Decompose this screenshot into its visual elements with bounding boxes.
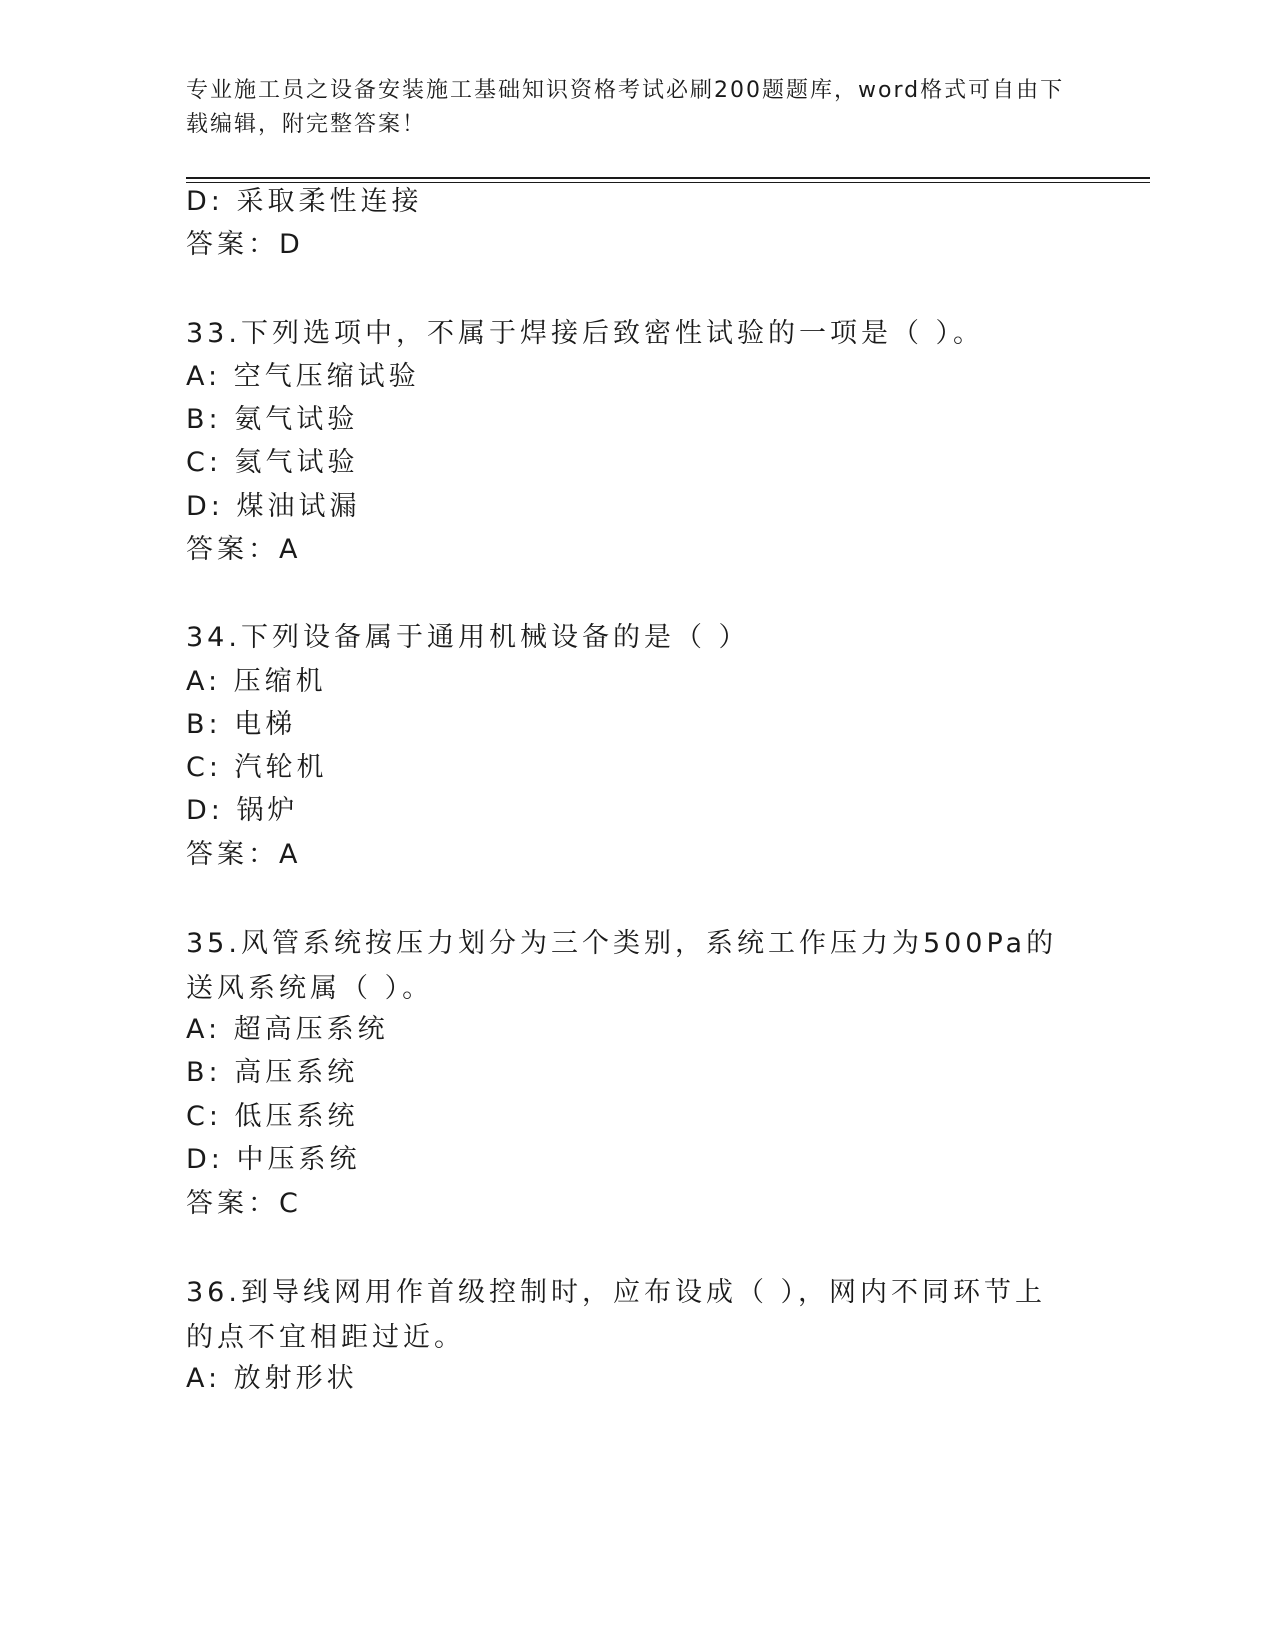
answer-label: 答案： <box>186 229 279 260</box>
option-d: D: 锅炉 <box>186 795 299 826</box>
answer-label: 答案： <box>186 839 279 870</box>
answer-value: C <box>279 1188 300 1219</box>
answer-line <box>186 532 299 568</box>
question-stem: 34.下列设备属于通用机械设备的是（ ） <box>186 622 750 653</box>
option-a: A: 放射形状 <box>186 1363 358 1394</box>
option-a: A: 压缩机 <box>186 666 327 697</box>
document-header: 专业施工员之设备安装施工基础知识资格考试必刷200题题库，word格式可自由下载编辑，附完整答案！ <box>186 78 1065 137</box>
option-a: A: 超高压系统 <box>186 1014 389 1045</box>
answer-line <box>186 1186 300 1222</box>
answer-value: A <box>279 534 300 565</box>
option-b: B: 电梯 <box>186 709 297 740</box>
question-stem: 35.风管系统按压力划分为三个类别，系统工作压力为500Pa的送风系统属（ ）。 <box>186 928 1058 1004</box>
option-d: D: 煤油试漏 <box>186 491 361 522</box>
option-c: C: 汽轮机 <box>186 752 328 783</box>
answer-value: A <box>279 839 300 870</box>
option-b: B: 氨气试验 <box>186 404 359 435</box>
answer-value: D <box>279 229 302 260</box>
answer-label: 答案： <box>186 1188 279 1219</box>
option-d: D: 采取柔性连接 <box>186 186 423 217</box>
option-c: C: 氦气试验 <box>186 447 359 478</box>
answer-line <box>186 227 302 263</box>
header-divider-thin <box>186 182 1150 183</box>
option-b: B: 高压系统 <box>186 1057 359 1088</box>
option-c: C: 低压系统 <box>186 1101 359 1132</box>
question-stem: 33.下列选项中，不属于焊接后致密性试验的一项是（ ）。 <box>186 318 985 349</box>
header-divider-thick <box>186 177 1150 179</box>
question-stem: 36.到导线网用作首级控制时，应布设成（ ），网内不同环节上的点不宜相距过近。 <box>186 1277 1047 1353</box>
answer-label: 答案： <box>186 534 279 565</box>
answer-line <box>186 837 299 873</box>
option-a: A: 空气压缩试验 <box>186 361 420 392</box>
option-d: D: 中压系统 <box>186 1144 361 1175</box>
